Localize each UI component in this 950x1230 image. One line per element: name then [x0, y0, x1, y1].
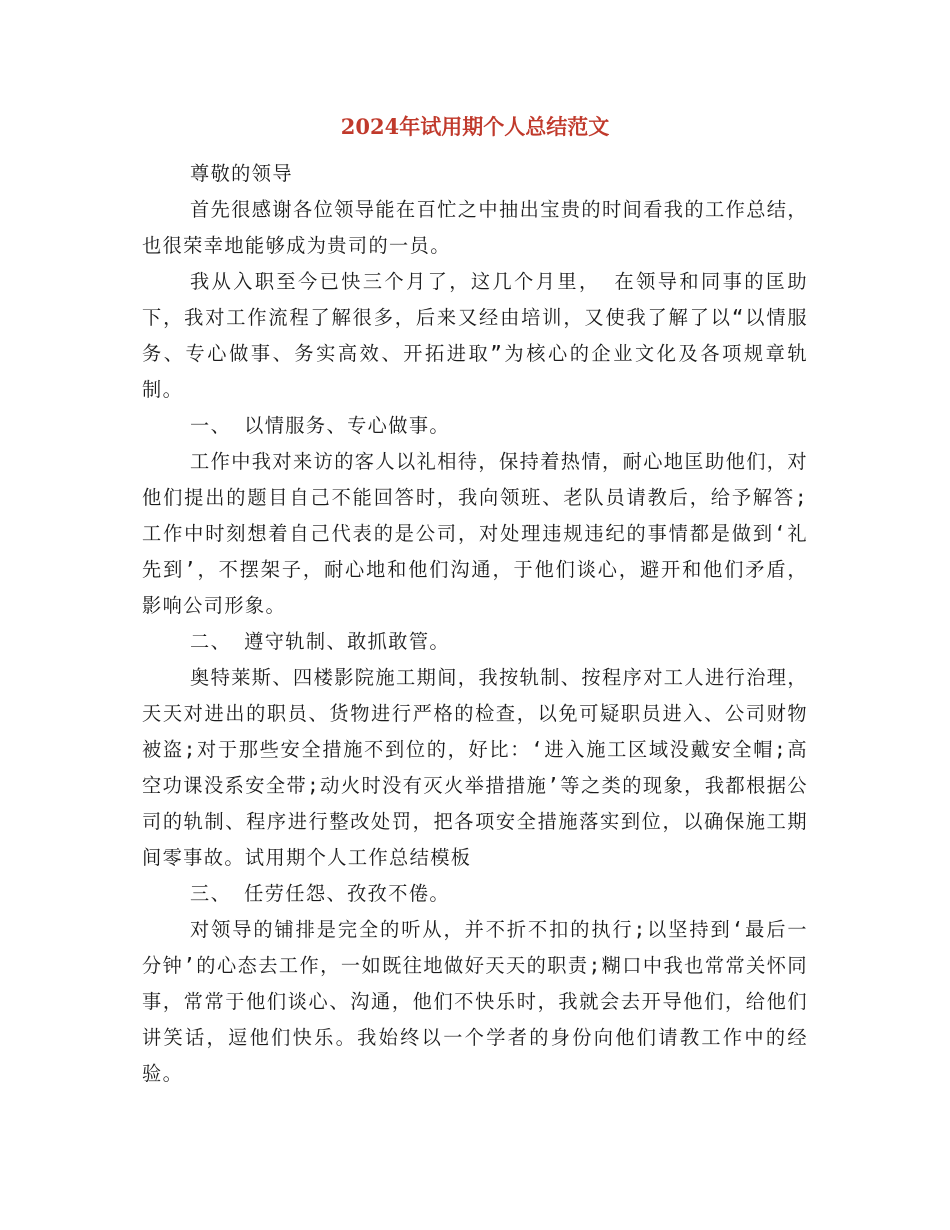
section-heading-2: 二、 遵守轨制、敢抓敢管。	[190, 630, 451, 653]
salutation-paragraph: 尊敬的领导	[190, 162, 293, 185]
section-heading-1: 一、 以情服务、专心做事。	[190, 414, 451, 437]
body-paragraph: 我从入职至今已快三个月了，这几个月里， 在领导和同事的匡助下，我对工作流程了解很多，后来又经由培训，又使我了解了以“以情服务、专心做事、务实高效、开拓进取”为核心的企业文化及各项规章轨制。	[142, 270, 808, 401]
section-heading-3: 三、 任劳任怨、孜孜不倦。	[190, 882, 451, 905]
document-title: 2024年试用期个人总结范文	[340, 114, 610, 139]
section-paragraph-1: 工作中我对来访的客人以礼相待，保持着热情，耐心地匡助他们，对他们提出的题目自己不能回答时，我向领班、老队员请教后，给予解答;工作中时刻想着自己代表的是公司，对处理违规违纪的事情都是做到‘礼先到’，不摆架子，耐心地和他们沟通，于他们谈心，避开和他们矛盾，影响公司形象。	[142, 450, 808, 617]
section-paragraph-2: 奥特莱斯、四楼影院施工期间，我按轨制、按程序对工人进行治理，天天对进出的职员、货物进行严格的检查，以免可疑职员进入、公司财物被盗;对于那些安全措施不到位的，好比：‘进入施工区域没戴安全帽;高空功课没系安全带;动火时没有灭火举措措施’等之类的现象，我都根据公司的轨制、程序进行整改处罚，把各项安全措施落实到位，以确保施工期间零事故。试用期个人工作总结模板	[142, 666, 808, 869]
section-paragraph-3: 对领导的铺排是完全的听从，并不折不扣的执行;以坚持到‘最后一分钟’的心态去工作，一如既往地做好天天的职责;糊口中我也常常关怀同事，常常于他们谈心、沟通，他们不快乐时，我就会去开导他们，给他们讲笑话，逗他们快乐。我始终以一个学者的身份向他们请教工作中的经验。	[142, 918, 808, 1085]
document-body	[142, 156, 808, 1092]
intro-paragraph: 首先很感谢各位领导能在百忙之中抽出宝贵的时间看我的工作总结，也很荣幸地能够成为贵司的一员。	[142, 198, 808, 257]
